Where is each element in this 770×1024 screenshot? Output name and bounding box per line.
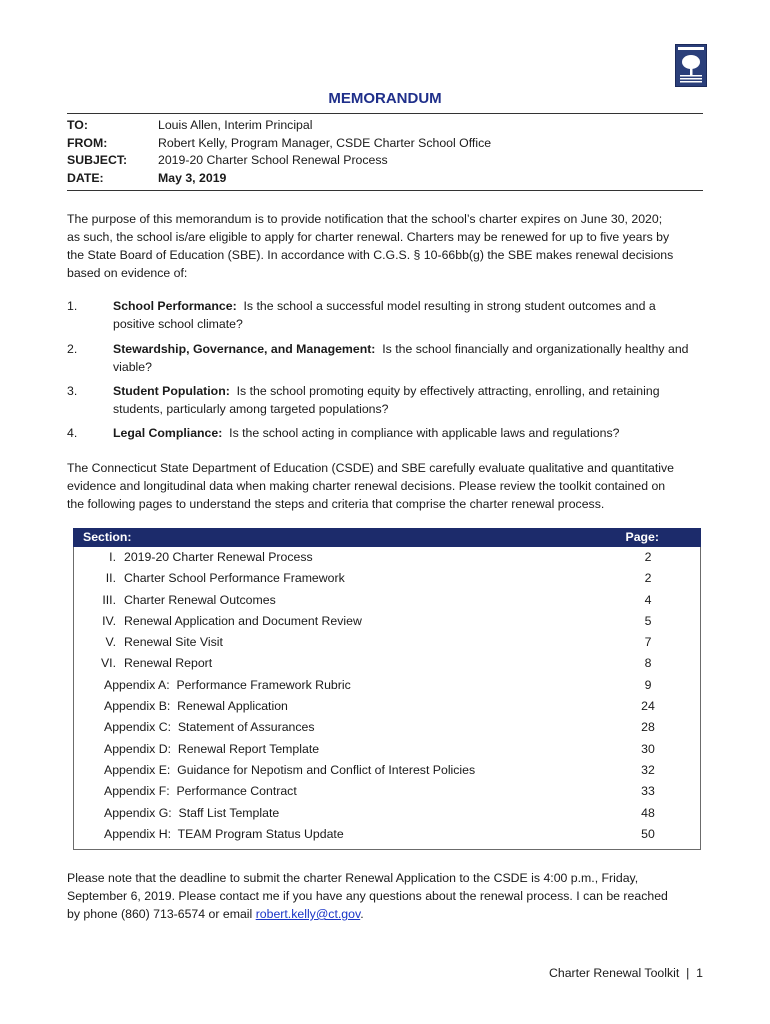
evaluation-paragraph [67,459,707,513]
toc-row-page: 28 [641,720,655,735]
toc-row-title: Appendix F: Performance Contract [104,784,297,799]
toc-row-page: 2 [644,550,652,564]
evaluation-line: evidence and longitudinal data when making charter renewal decisions. Please review the toolkit contained on [67,479,666,493]
toc-row-number: I. [109,550,116,564]
toc-row-title: Appendix D: Renewal Report Template [104,741,320,756]
memo-header [67,117,703,187]
criteria-item [67,424,707,442]
toc-row [74,696,700,717]
from-label: FROM: [67,135,108,150]
toc-row [74,760,700,781]
toc-row [74,675,700,696]
toc-row-number: III. [102,592,116,607]
toc-page-header: Page: [625,530,659,544]
intro-line: based on evidence of: [67,266,188,280]
closing-line-suffix: . [360,907,364,921]
header-top-rule [67,113,703,114]
closing-line-prefix: by phone (860) 713-6574 or email [67,907,256,921]
from-value: Robert Kelly, Program Manager, CSDE Charter School Office [158,135,492,150]
toc-row-page: 8 [644,656,652,671]
toc-row-number: II. [105,571,116,586]
memo-title: MEMORANDUM [328,90,442,107]
criteria-item [67,297,707,333]
criteria-text: Is the school promoting equity by effectively attracting, enrolling, and retaining [229,384,660,398]
toc-row-page: 24 [641,699,655,714]
criteria-number: 3. [67,384,78,398]
toc-row [74,632,700,653]
to-row [67,117,703,135]
toc-row-title: Charter School Performance Framework [124,571,345,586]
toc-row-number: VI. [100,656,116,671]
toc-row-title: Appendix E: Guidance for Nepotism and Conflict of Interest Policies [104,762,476,777]
criteria-label: Student Population: [113,384,230,398]
toc-row-title: Renewal Site Visit [124,635,223,650]
criteria-label: School Performance: [113,299,237,313]
toc-row-title: Appendix C: Statement of Assurances [104,720,315,735]
toc-row [74,781,700,802]
toc-row-page: 33 [641,784,655,799]
toc-row [74,568,700,589]
evaluation-line: The Connecticut State Department of Education (CSDE) and SBE carefully evaluate qualitative and quantitative [67,461,674,475]
intro-paragraph [67,210,707,282]
toc-header-row [73,528,701,547]
toc-row-title: Appendix G: Staff List Template [104,805,280,820]
toc-row-title: Charter Renewal Outcomes [124,592,276,607]
to-label: TO: [67,118,88,132]
toc-row-title: 2019-20 Charter Renewal Process [124,550,313,564]
criteria-text: Is the school financially and organizationally healthy and [375,342,689,356]
criteria-number: 2. [67,342,78,356]
toc-row [74,739,700,760]
toc-row-title: Appendix B: Renewal Application [104,699,288,714]
date-row [67,170,703,188]
intro-line: The purpose of this memorandum is to provide notification that the school’s charter expires on June 30, 2020; [67,212,663,226]
criteria-text: Is the school acting in compliance with applicable laws and regulations? [222,426,620,440]
tree-seal-icon [676,45,706,86]
criteria-text-cont: positive school climate? [113,317,243,331]
intro-line: as such, the school is/are eligible to apply for charter renewal. Charters may be renewed for up to five years by [67,230,670,244]
toc-row [74,803,700,824]
toc-row-page: 9 [644,677,652,692]
criteria-item [67,340,707,376]
toc-row [74,590,700,611]
toc-body [74,547,700,845]
toc-row-page: 30 [641,741,655,756]
toc-row [74,653,700,674]
toc-row [74,717,700,738]
criteria-label: Stewardship, Governance, and Management: [113,342,376,356]
criteria-number: 1. [67,299,78,313]
toc-row-title: Appendix H: TEAM Program Status Update [104,826,344,841]
toc-row-title: Renewal Report [124,656,213,671]
toc-row-page: 32 [641,762,655,777]
subject-label: SUBJECT: [67,153,128,167]
closing-line: Please note that the deadline to submit the charter Renewal Application to the CSDE is 4:00 p.m., Friday, [67,871,639,885]
email-link[interactable]: robert.kelly@ct.gov [255,907,361,921]
toc-section-header: Section: [83,530,132,544]
toc-row-title: Appendix A: Performance Framework Rubric [104,677,351,692]
subject-value: 2019-20 Charter School Renewal Process [158,153,388,167]
toc-row-page: 2 [644,571,652,586]
evaluation-line: the following pages to understand the steps and criteria that comprise the charter renewal process. [67,497,605,511]
date-value: May 3, 2019 [158,170,227,185]
criteria-number: 4. [67,426,78,440]
date-label: DATE: [67,170,104,185]
toc-row-page: 4 [644,592,652,607]
toc-row [74,611,700,632]
toc-row-number: IV. [102,613,116,628]
to-value: Louis Allen, Interim Principal [158,118,313,132]
intro-line: the State Board of Education (SBE). In accordance with C.G.S. § 10-66bb(g) the SBE makes renewal decisions [67,248,674,262]
criteria-text-cont: viable? [113,360,152,374]
criteria-text-cont: students, particularly among targeted populations? [113,402,389,416]
criteria-item [67,382,707,418]
closing-line: September 6, 2019. Please contact me if you have any questions about the renewal process. I can be reached [67,889,668,903]
subject-row [67,152,703,170]
page-footer: Charter Renewal Toolkit | 1 [548,966,703,980]
csde-logo [675,44,707,87]
toc-row-page: 50 [641,826,655,841]
toc-row-page: 5 [644,613,652,628]
toc-row-title: Renewal Application and Document Review [124,613,362,628]
closing-line [67,905,707,923]
toc-row-page: 48 [641,805,655,820]
header-bottom-rule [67,190,703,191]
criteria-label: Legal Compliance: [113,426,223,440]
closing-paragraph [67,869,707,923]
toc-row [74,824,700,845]
toc-row [74,547,700,568]
from-row [67,135,703,153]
toc-row-page: 7 [644,635,652,650]
toc-row-number: V. [105,635,116,650]
criteria-text: Is the school a successful model resulting in strong student outcomes and a [236,299,656,313]
toc-table [73,528,701,850]
